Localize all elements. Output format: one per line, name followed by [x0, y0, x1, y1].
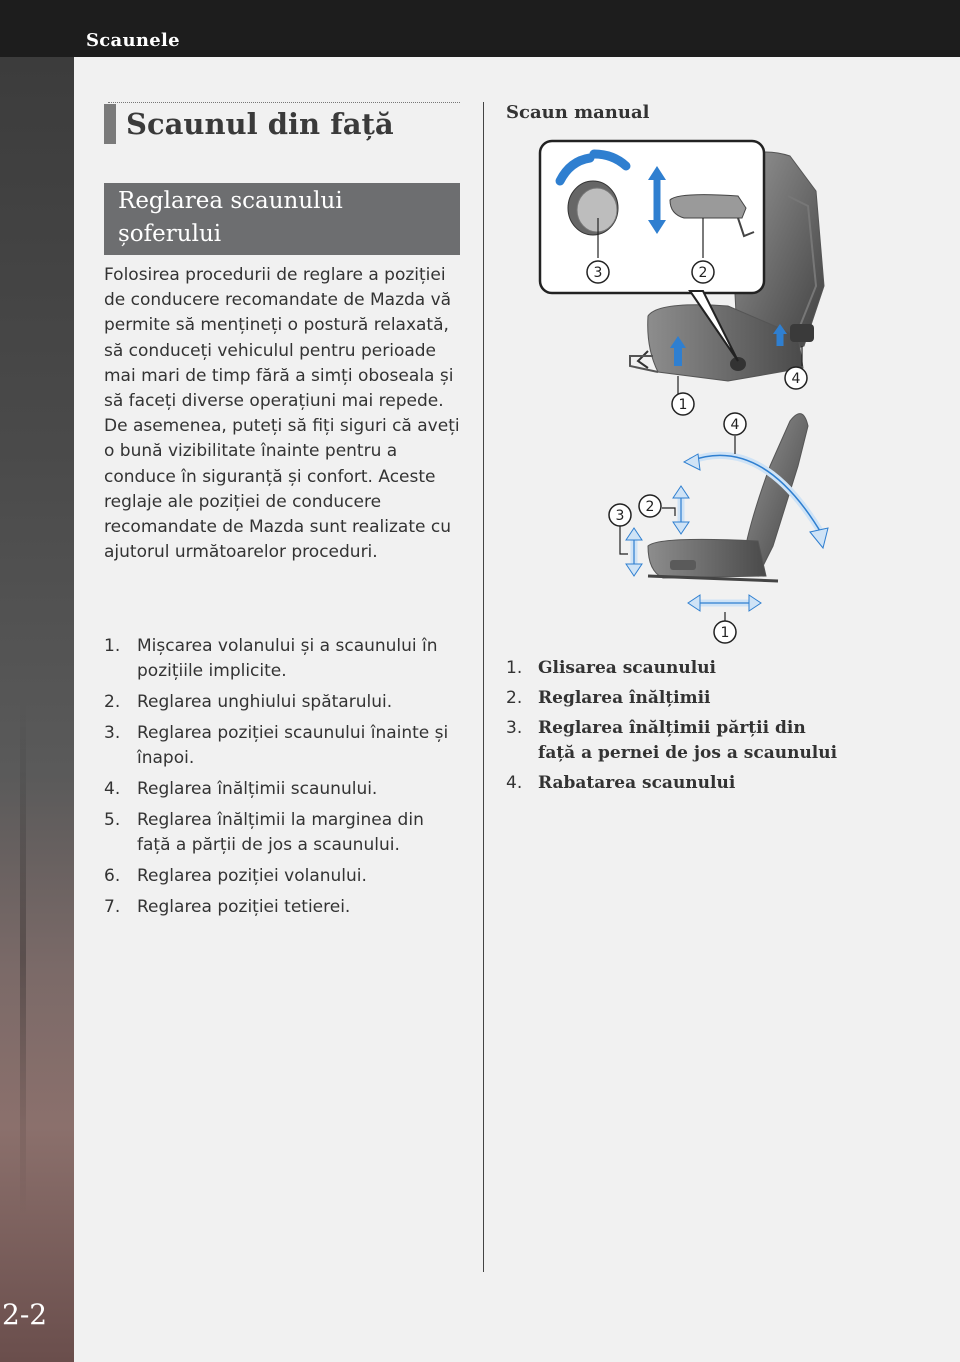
side-strip [0, 57, 74, 1362]
column-divider [483, 102, 484, 1272]
legend-item [506, 686, 846, 711]
legend-item [506, 771, 846, 796]
item-number: 6. [104, 866, 121, 886]
svg-text:3: 3 [593, 265, 603, 281]
procedure-list [104, 634, 460, 926]
svg-text:1: 1 [678, 397, 688, 413]
callout-4-bottom [724, 413, 746, 435]
list-item [104, 634, 460, 684]
list-item [104, 721, 460, 771]
figure-heading: Scaun manual [506, 102, 650, 123]
callout-2-bottom [639, 495, 661, 517]
intro-paragraph: Folosirea procedurii de reglare a poziției de conducere recomandate de Mazda vă permite să mențineți o postură relaxată, să conduceți vehiculul pentru perioade mai mari de timp fără a simți oboseala și să faceți diverse operațiuni mai repede. De asemenea, puteți să fiți siguri că aveți o bună vizibilitate înainte pentru a conduce în siguranță și confort. Aceste reglaje ale poziției de conducere recomandate de Mazda sunt realizate cu ajutorul următoarelor proceduri. [104, 265, 460, 563]
callout-2-top [692, 261, 714, 283]
list-item [104, 895, 460, 920]
item-text: Reglarea înălțimii [538, 688, 711, 708]
list-item [104, 777, 460, 802]
subsection-title: Reglarea scaunului șoferului [118, 188, 343, 247]
callout-3-top [587, 261, 609, 283]
seat-adjustment-figure [498, 136, 848, 646]
list-item [104, 808, 460, 858]
section-marker [104, 104, 116, 144]
seat-photo-texture [20, 697, 26, 1217]
item-number: 4. [506, 773, 523, 793]
legend-item [506, 716, 846, 766]
seat-diagram [620, 414, 828, 624]
section-title: Scaunul din față [126, 107, 394, 141]
item-number: 2. [506, 688, 523, 708]
callout-4-top [785, 367, 807, 389]
item-number: 7. [104, 897, 121, 917]
item-number: 1. [506, 658, 523, 678]
svg-text:2: 2 [645, 499, 655, 515]
svg-text:1: 1 [720, 625, 730, 641]
figure-legend [506, 656, 846, 801]
section-divider [108, 102, 460, 103]
callout-3-bottom [609, 504, 631, 526]
item-number: 4. [104, 779, 121, 799]
item-number: 2. [104, 692, 121, 712]
list-item [104, 690, 460, 715]
svg-text:2: 2 [698, 265, 708, 281]
page-number: 2-2 [2, 1298, 48, 1331]
list-item [104, 864, 460, 889]
item-text: Reglarea poziției volanului. [137, 866, 367, 886]
legend-item [506, 656, 846, 681]
item-text: Rabatarea scaunului [538, 773, 736, 793]
item-text: Reglarea înălțimii părții din față a pernei de jos a scaunului [538, 718, 838, 763]
item-text: Reglarea înălțimii la marginea din față a părții de jos a scaunului. [137, 810, 424, 855]
item-number: 5. [104, 810, 121, 830]
item-text: Mișcarea volanului și a scaunului în pozițiile implicite. [137, 636, 438, 681]
item-number: 3. [506, 718, 523, 738]
svg-text:3: 3 [615, 508, 625, 524]
item-number: 3. [104, 723, 121, 743]
subsection-box [104, 183, 460, 255]
item-number: 1. [104, 636, 121, 656]
item-text: Reglarea poziției scaunului înainte și înapoi. [137, 723, 449, 768]
callout-1-bottom [714, 621, 736, 643]
item-text: Reglarea unghiului spătarului. [137, 692, 393, 712]
svg-text:4: 4 [730, 417, 740, 433]
header-bar [0, 0, 960, 57]
svg-text:4: 4 [791, 371, 801, 387]
callout-1-top [672, 393, 694, 415]
item-text: Reglarea înălțimii scaunului. [137, 779, 378, 799]
chapter-title: Scaunele [86, 30, 180, 51]
item-text: Reglarea poziției tetierei. [137, 897, 351, 917]
item-text: Glisarea scaunului [538, 658, 717, 678]
